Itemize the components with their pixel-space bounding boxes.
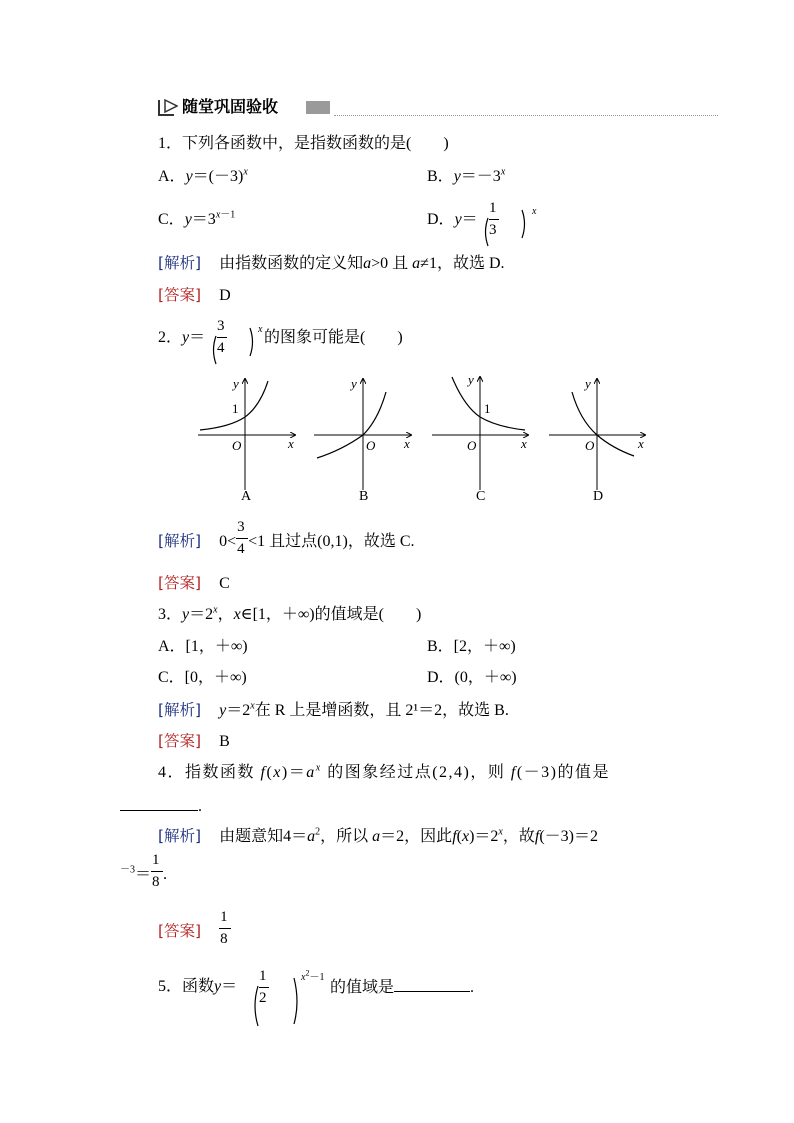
q5-stem-tail: 的值域是 . [330, 979, 475, 996]
graph-c-label: C [476, 489, 486, 504]
q1-option-d-label: D． [427, 211, 455, 228]
q4-analysis-tag: [解析] [158, 827, 202, 845]
svg-text:O: O [467, 438, 477, 453]
q5-fraction: 1 2 $x^2-1$ [253, 966, 333, 1028]
q1-option-b: B．$y=-3^x$ [427, 166, 506, 185]
q4-blank-line: . [120, 796, 202, 817]
q2-stem-suffix: 的图象可能是( ) [264, 329, 403, 346]
q3-analysis: [解析] $y=2^x$在 R 上是增函数，且 2¹＝2，故选 B. [158, 700, 509, 719]
svg-text:x: x [288, 436, 294, 451]
svg-text:O: O [366, 438, 376, 453]
graph-b [314, 376, 411, 504]
q5-stem: 5．函数y＝ [158, 978, 238, 995]
svg-text:y: y [468, 372, 474, 387]
q1-answer-value: D [219, 287, 231, 304]
q1-answer [158, 285, 231, 306]
q2-answer [158, 573, 230, 594]
q1-analysis-tag: [解析] [158, 254, 202, 272]
play-arrow-icon [164, 99, 178, 113]
section-dotted-rule [334, 115, 718, 116]
q4-answer-blank [120, 796, 198, 811]
q1-option-c: C．$y=3^{x-1}$ [158, 209, 236, 228]
q3-analysis-text: 在 R 上是增函数，且 2¹＝2，故选 B. [254, 702, 509, 719]
q4-analysis-text3: ，因此 [404, 828, 453, 845]
q2-stem-prefix: 2． [158, 329, 183, 346]
q3-stem: 3．$y=2^x$，x∈[1，＋∞)的值域是( ) [158, 604, 422, 623]
q4-answer-tag: [答案] [158, 922, 202, 940]
q5-stem-prefix: 5．函数 [158, 978, 215, 995]
q2-fraction: 3 4 x [212, 316, 272, 366]
graph-a [198, 376, 295, 504]
q4-analysis-text4: ，故 [502, 828, 535, 845]
svg-text:x: x [638, 436, 644, 451]
q3-analysis-tag: [解析] [158, 701, 202, 719]
q2-answer-tag: [答案] [158, 574, 202, 592]
q4-stem-text2: 的图象经过点(2,4)，则 [327, 764, 506, 781]
q1-option-b-label: B． [427, 168, 454, 185]
section-title: 随堂巩固验收 [182, 97, 279, 116]
q4-analysis: [解析] 由题意知$4=a^2$，所以 a＝2，因此$f(x)=2^x$，故f(－3)＝2 [158, 826, 599, 845]
svg-text:O: O [232, 438, 242, 453]
graph-d-label: D [593, 489, 604, 504]
q3-answer-value: B [219, 733, 230, 750]
svg-text:O: O [585, 438, 595, 453]
q3-stem-prefix: 3． [158, 606, 183, 623]
q4-analysis-text: 由题意知 [219, 828, 284, 845]
q3-answer [158, 731, 230, 752]
graph-b-label: B [359, 489, 369, 504]
q3-option-b: B．[2，＋∞) [427, 638, 516, 655]
q1-option-a-label: A． [158, 168, 186, 185]
q1-option-a: A．$y=(-3)^x$ [158, 166, 248, 185]
q2-analysis: [解析] 0< $\frac{3}{4}$ <1 且过点(0,1)，故选 C. [158, 519, 415, 558]
q4-answer: [答案] $\frac{1}{8}$ [158, 921, 235, 942]
svg-text:y: y [585, 376, 591, 391]
svg-text:1: 1 [484, 401, 491, 416]
q1-analysis: [解析] 由指数函数的定义知a>0 且 a≠1，故选 D. [158, 254, 505, 272]
graph-a-label: A [241, 489, 252, 504]
q1-option-d: D．y＝ [427, 211, 478, 228]
q4-analysis-text2: ，所以 [320, 828, 369, 845]
graph-c [432, 372, 528, 504]
q1-answer-tag: [答案] [158, 286, 202, 304]
q2-analysis-tag: [解析] [158, 532, 202, 550]
section-title-shade [306, 101, 330, 114]
q2-stem: 2．y＝ [158, 329, 206, 346]
q2-graphs [192, 372, 662, 507]
graph-d [549, 376, 645, 504]
q5-answer-blank [394, 977, 470, 992]
q2-answer-value: C [219, 575, 230, 592]
svg-text:x: x [404, 436, 410, 451]
q3-answer-tag: [答案] [158, 732, 202, 750]
q1-analysis-text3: ，故选 D. [436, 255, 505, 272]
q3-option-c: C．[0，＋∞) [158, 669, 247, 686]
q4-analysis-cont: $^{-3}$＝ $\frac{1}{8}$ . [120, 852, 168, 891]
q1-analysis-text2: 且 [392, 255, 409, 272]
svg-text:y: y [351, 376, 357, 391]
q3-option-d: D．(0，＋∞) [427, 669, 517, 686]
q4-stem-text3: 的值是 [557, 764, 611, 781]
svg-text:y: y [233, 376, 239, 391]
q5-stem-suffix: 的值域是 [330, 979, 395, 996]
q1-option-c-label: C． [158, 211, 185, 228]
svg-text:x: x [521, 436, 527, 451]
q3-option-a: A．[1，＋∞) [158, 638, 248, 655]
q3-stem-suffix: 的值域是( ) [314, 606, 422, 623]
svg-text:1: 1 [232, 401, 239, 416]
section-header [158, 98, 718, 118]
q1-stem: 1．下列各函数中，是指数函数的是( ) [158, 135, 449, 152]
q1-analysis-text: 由指数函数的定义知 [219, 255, 364, 272]
q1-option-d-fraction: 1 3 x [484, 198, 544, 248]
q4-stem: 4．指数函数 $f(x)=a^x$ 的图象经过点(2,4)，则 f(－3)的值是 [158, 762, 611, 781]
q2-analysis-text: <1 且过点(0,1)，故选 C. [248, 533, 415, 550]
q4-stem-text: 4．指数函数 [158, 764, 256, 781]
